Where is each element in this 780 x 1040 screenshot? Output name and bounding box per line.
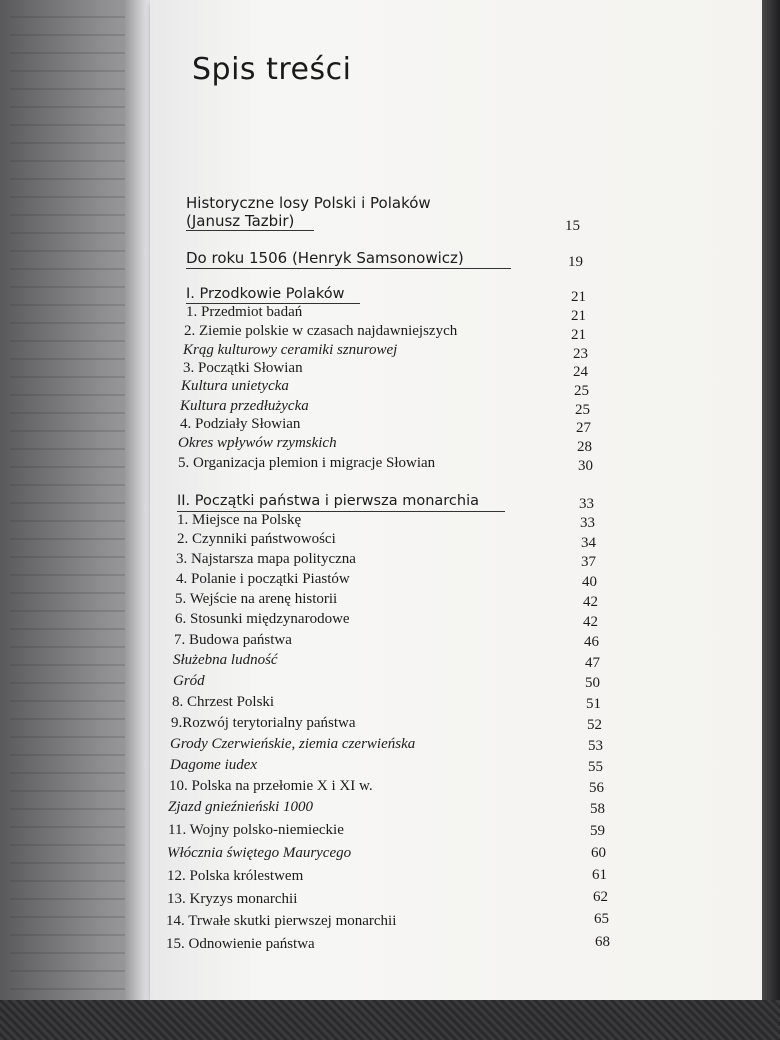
chapter-underline — [186, 230, 314, 231]
toc-entry-title: 9.Rozwój terytorialny państwa — [171, 715, 356, 731]
toc-entry-title: II. Początki państwa i pierwsza monarchia — [177, 493, 479, 509]
toc-entry-page-number: 50 — [585, 675, 600, 691]
toc-entry-page-number: 40 — [582, 574, 597, 590]
left-page-text-shadow — [10, 0, 130, 1000]
toc-entry-title: 6. Stosunki międzynarodowe — [175, 611, 350, 627]
toc-entry-title: 14. Trwałe skutki pierwszej monarchii — [166, 913, 397, 929]
toc-entry-title: 11. Wojny polsko-niemieckie — [168, 822, 344, 838]
chapter-underline — [186, 268, 511, 269]
toc-entry-page-number: 42 — [583, 614, 598, 630]
toc-entry-title: 4. Podziały Słowian — [180, 416, 301, 432]
toc-entry-title: 5. Organizacja plemion i migracje Słowian — [178, 455, 436, 471]
toc-entry-page-number: 25 — [575, 402, 590, 418]
toc-entry-page-number: 58 — [590, 801, 605, 817]
toc-entry-title: 3. Początki Słowian — [183, 360, 303, 376]
toc-entry-page-number: 65 — [594, 911, 609, 927]
toc-entry-title: Włócznia świętego Maurycego — [167, 845, 352, 861]
toc-entry-page-number: 52 — [587, 717, 602, 733]
toc-entry-title: 1. Miejsce na Polskę — [177, 512, 302, 528]
toc-entry-page-number: 46 — [584, 634, 599, 650]
page-title: Spis treści — [192, 52, 352, 87]
toc-entry-page-number: 34 — [581, 535, 596, 551]
toc-entry-page-number: 61 — [592, 867, 607, 883]
toc-entry-page-number: 51 — [586, 696, 601, 712]
toc-entry-page-number: 42 — [583, 594, 598, 610]
toc-entry-page-number: 56 — [589, 780, 604, 796]
toc-entry-title: 2. Czynniki państwowości — [177, 531, 336, 547]
toc-entry-title: Kultura przedłużycka — [180, 398, 309, 414]
toc-entry-title: Zjazd gnieźnieński 1000 — [168, 799, 313, 815]
toc-entry-title: Historyczne losy Polski i Polaków — [186, 194, 431, 212]
toc-entry-page-number: 47 — [585, 655, 600, 671]
toc-entry-page-number: 27 — [576, 420, 591, 436]
toc-entry-page-number: 33 — [580, 515, 595, 531]
toc-entry-page-number: 30 — [578, 458, 593, 474]
toc-entry-page-number: 21 — [571, 327, 586, 343]
page-right-edge — [762, 0, 780, 1040]
toc-entry-title: Służebna ludność — [173, 652, 278, 668]
toc-entry-title: 4. Polanie i początki Piastów — [176, 571, 350, 587]
toc-entry-title: 10. Polska na przełomie X i XI w. — [169, 778, 373, 794]
toc-entry-page-number: 60 — [591, 845, 606, 861]
toc-entry-page-number: 21 — [571, 308, 586, 324]
toc-entry-page-number: 23 — [573, 346, 588, 362]
toc-entry-title: 2. Ziemie polskie w czasach najdawniejszych — [184, 323, 458, 339]
toc-entry-title: 7. Budowa państwa — [174, 632, 292, 648]
toc-entry-title: (Janusz Tazbir) — [186, 212, 295, 230]
toc-entry-page-number: 33 — [579, 496, 594, 512]
toc-entry-page-number: 53 — [588, 738, 603, 754]
toc-entry-title: 13. Kryzys monarchii — [167, 891, 298, 907]
toc-entry-page-number: 28 — [577, 439, 592, 455]
toc-entry-title: 1. Przedmiot badań — [186, 304, 303, 320]
toc-entry-page-number: 59 — [590, 823, 605, 839]
toc-entry-page-number: 15 — [565, 218, 580, 234]
toc-entry-title: Kultura unietycka — [181, 378, 289, 394]
toc-entry-title: Dagome iudex — [170, 757, 258, 773]
toc-entry-page-number: 55 — [588, 759, 603, 775]
table-surface — [0, 1000, 780, 1040]
toc-entry-page-number: 37 — [581, 554, 596, 570]
toc-entry-page-number: 21 — [571, 289, 586, 305]
toc-entry-title: 15. Odnowienie państwa — [166, 936, 315, 952]
toc-entry-title: Gród — [173, 673, 205, 689]
toc-entry-title: 3. Najstarsza mapa polityczna — [176, 551, 356, 567]
toc-entry-title: Do roku 1506 (Henryk Samsonowicz) — [186, 249, 464, 267]
toc-entry-title: 8. Chrzest Polski — [172, 694, 275, 710]
toc-entry-title: Krąg kulturowy ceramiki sznurowej — [183, 342, 398, 358]
toc-entry-page-number: 24 — [573, 364, 588, 380]
toc-entry-title: 5. Wejście na arenę historii — [175, 591, 338, 607]
toc-entry-page-number: 62 — [593, 889, 608, 905]
toc-entry-title: 12. Polska królestwem — [167, 868, 304, 884]
toc-entry-title: Grody Czerwieńskie, ziemia czerwieńska — [170, 736, 416, 752]
toc-entry-page-number: 68 — [595, 934, 610, 950]
toc-entry-title: Okres wpływów rzymskich — [178, 435, 337, 451]
toc-entry-page-number: 19 — [568, 254, 583, 270]
toc-entry-title: I. Przodkowie Polaków — [186, 286, 345, 302]
toc-entry-page-number: 25 — [574, 383, 589, 399]
